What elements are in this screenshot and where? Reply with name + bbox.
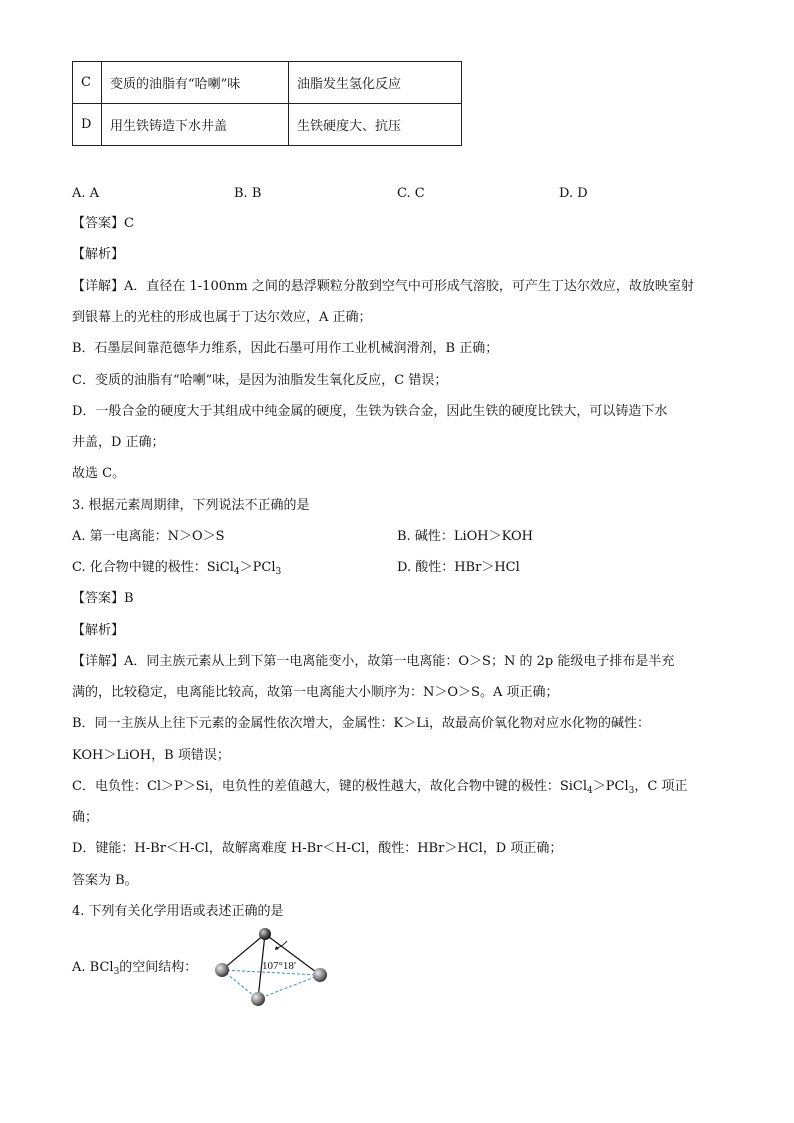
q3-detail-line: 【详解】A．同主族元素从上到下第一电离能变小，故第一电离能：O＞S；N 的 2p 能级电子排布是半充: [72, 654, 675, 669]
q3-stem: 3. 根据元素周期律，下列说法不正确的是: [72, 498, 310, 513]
row-label: D: [73, 104, 102, 146]
q4-choice-a: A. BCl$_3$的空间结构：: [72, 960, 198, 977]
chlorine-atom-icon: [251, 992, 265, 1006]
q2-detail-line: 井盖，D 正确；: [72, 435, 165, 450]
q2-choice-b: B. B: [234, 186, 262, 201]
q4-stem: 4. 下列有关化学用语或表述正确的是: [72, 904, 284, 919]
q3-detail-line-c: C．电负性：Cl＞P＞Si，电负性的差值越大，键的极性越大，故化合物中键的极性：SiCl$_4$＞PCl$_3$，C 项正: [72, 779, 688, 796]
q3-choice-a: A. 第一电离能：N＞O＞S: [72, 529, 225, 544]
q3-answer: 【答案】B: [72, 591, 134, 606]
q3-analysis-heading: 【解析】: [72, 623, 125, 638]
q2-detail-line: D．一般合金的硬度大于其组成中纯金属的硬度，生铁为铁合金，因此生铁的硬度比铁大，可以铸造下水: [72, 404, 668, 419]
explanation-cell: 生铁硬度大、抗压: [289, 104, 462, 146]
q2-choice-d: D. D: [559, 186, 588, 201]
phenomenon-cell: 变质的油脂有“哈喇”味: [102, 62, 289, 104]
q2-answer: 【答案】C: [72, 216, 134, 231]
q2-detail-line: B．石墨层间靠范德华力维系，因此石墨可用作工业机械润滑剂，B 正确；: [72, 341, 499, 356]
chlorine-atom-icon: [313, 968, 327, 982]
q2-analysis-heading: 【解析】: [72, 247, 125, 262]
row-label: C: [73, 62, 102, 104]
dashed-base-lines: [222, 970, 320, 999]
q3-detail-line: B．同一主族从上往下元素的金属性依次增大，金属性：K＞Li，故最高价氧化物对应水化物的碱性：: [72, 716, 651, 731]
q3-choice-b: B. 碱性：LiOH＞KOH: [397, 529, 533, 544]
q2-detail-line: 到银幕上的光柱的形成也属于丁达尔效应，A 正确；: [72, 310, 372, 325]
q3-detail-line: KOH＞LiOH，B 项错误；: [72, 748, 230, 763]
q3-detail-line: 确；: [72, 810, 99, 825]
q2-choice-a: A. A: [72, 186, 100, 201]
q2-choice-c: C. C: [397, 186, 425, 201]
q3-choice-c: C. 化合物中键的极性：SiCl$_4$＞PCl$_3$: [72, 560, 282, 577]
q2-detail-line: 【详解】A．直径在 1-100nm 之间的悬浮颗粒分散到空气中可形成气溶胶，可产生丁达尔效应，故放映室射: [72, 279, 694, 294]
chlorine-atom-icon: [215, 963, 229, 977]
phenomenon-cell: 用生铁铸造下水井盖: [102, 104, 289, 146]
q3-detail-line: 满的，比较稳定，电离能比较高，故第一电离能大小顺序为：N＞O＞S。A 项正确；: [72, 685, 559, 700]
q3-choice-d: D. 酸性：HBr＞HCl: [397, 560, 520, 575]
q2-detail-line: C．变质的油脂有“哈喇”味，是因为油脂发生氧化反应，C 错误；: [72, 373, 448, 388]
q3-detail-line: D．键能：H-Br＜H-Cl，故解离难度 H-Br＜H-Cl，酸性：HBr＞HCl，D 项正确；: [72, 841, 563, 856]
q2-detail-line: 故选 C。: [72, 466, 126, 481]
explanation-cell: 油脂发生氢化反应: [289, 62, 462, 104]
q3-detail-line: 答案为 B。: [72, 873, 138, 888]
central-atom-icon: [259, 928, 271, 940]
angle-label: 107°18′: [262, 960, 297, 972]
